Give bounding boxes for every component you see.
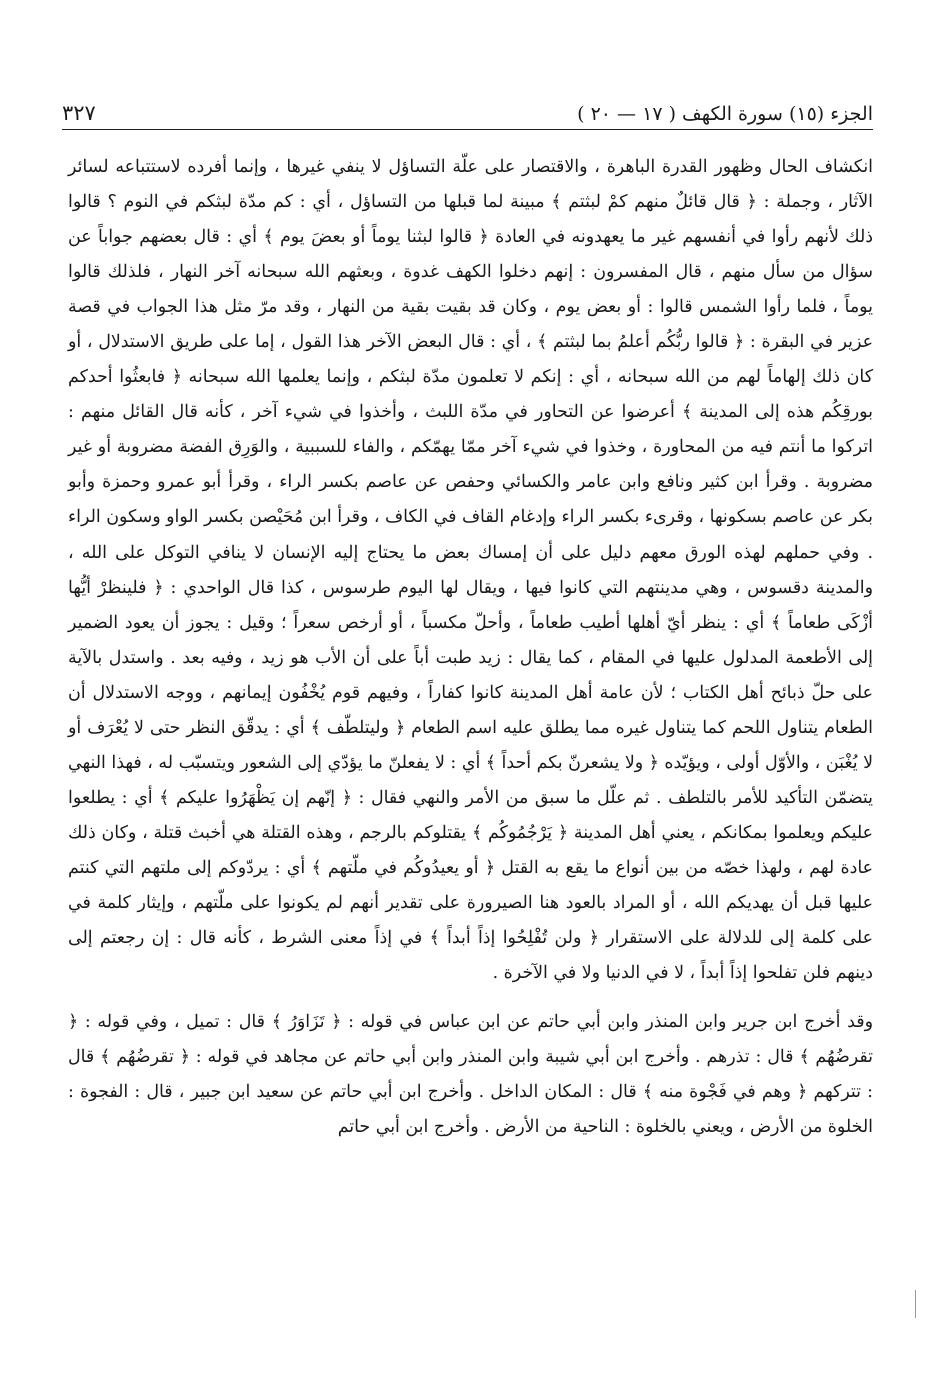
margin-mark: [915, 1290, 916, 1318]
running-header: [62, 96, 873, 130]
paragraph-narrations: وقد أخرج ابن جرير وابن المنذر وابن أبي حاتم عن ابن عباس في قوله : ﴿ تَزَاوَرُ ﴾ قال : تميل ، وفي قوله : ﴿ تقرضُهُم ﴾ قال : تذرهم . وأخرج ابن أبي شيبة وابن المنذر وابن أبي حاتم عن مجاهد في قوله : ﴿ تقرضُهُم ﴾ قال : تتركهم ﴿ وهم في فَجْوة منه ﴾ قال : المكان الداخل . وأخرج ابن أبي حاتم عن سعيد ابن جبير ، قال : الفجوة : الخلوة من الأرض ، ويعني بالخلوة : الناحية من الأرض . وأخرج ابن أبي حاتم: [68, 1012, 873, 1138]
header-title: الجزء (١٥) سورة الكهف ( ١٧ — ٢٠ ): [577, 103, 873, 125]
main-text: [68, 150, 873, 1145]
page-number: ٣٢٧: [62, 101, 96, 125]
paragraph-commentary: انكشاف الحال وظهور القدرة الباهرة ، والاقتصار على علّة التساؤل لا ينفي غيرها ، وإنما أفرده لاستتباعه لسائر الآثار ، وجملة : ﴿ قال قائلٌ منهم كمْ لبثتم ﴾ مبينة لما قبلها من التساؤل ، أي : كم مدّة لبثكم في النوم ؟ قالوا ذلك لأنهم رأوا في أنفسهم غير ما يعهدونه في العادة ﴿ قالوا لبثنا يوماً أو بعضَ يوم ﴾ أي : قال بعضهم جواباً عن سؤال من سأل منهم ، قال المفسرون : إنهم دخلوا الكهف غدوة ، وبعثهم الله سبحانه آخر النهار ، فلذلك قالوا يوماً ، فلما رأوا الشمس قالوا : أو بعض يوم ، وكان قد بقيت بقية من النهار ، وقد مرّ مثل هذا الجواب في قصة عزير في البقرة : ﴿ قالوا ربُّكُم أعلمُ بما لبثتم ﴾ ، أي : قال البعض الآخر هذا القول ، إما على طريق الاستدلال ، أو كان ذلك إلهاماً لهم من الله سبحانه ، أي : إنكم لا تعلمون مدّة لبثكم ، وإنما يعلمها الله سبحانه ﴿ فابعثُوا أحدكم بورقِكُم هذه إلى المدينة ﴾ أعرضوا عن التحاور في مدّة اللبث ، وأخذوا في شيء آخر ، كأنه قال القائل منهم : اتركوا ما أنتم فيه من المحاورة ، وخذوا في شيء آخر ممّا يهمّكم ، والفاء للسببية ، والوَرِق الفضة مضروبة أو غير مضروبة . وقرأ ابن كثير ونافع وابن عامر والكسائي وحفص عن عاصم بكسر الراء ، وقرأ أبو عمرو وحمزة وأبو بكر عن عاصم بسكونها ، وقرىء بكسر الراء وإدغام القاف في الكاف ، وقرأ ابن مُحَيْصن بكسر الواو وسكون الراء . وفي حملهم لهذه الورق معهم دليل على أن إمساك بعض ما يحتاج إليه الإنسان لا ينافي التوكل على الله ، والمدينة دقسوس ، وهي مدينتهم التي كانوا فيها ، ويقال لها اليوم طرسوس ، كذا قال الواحدي : ﴿ فلينظرْ أيُّها أزْكَى طعاماً ﴾ أي : ينظر أيّ أهلها أطيب طعاماً ، وأحلّ مكسباً ، أو أرخص سعراً ؛ وقيل : يجوز أن يعود الضمير إلى الأطعمة المدلول عليها في المقام ، كما يقال : زيد طبت أباً على أن الأب هو زيد ، وفيه بعد . واستدل بالآية على حلّ ذبائح أهل الكتاب ؛ لأن عامة أهل المدينة كانوا كفاراً ، وفيهم قوم يُخْفُون إيمانهم ، ووجه الاستدلال أن الطعام يتناول اللحم كما يتناول غيره مما يطلق عليه اسم الطعام ﴿ وليتلطّف ﴾ أي : يدقّق النظر حتى لا يُعْرَف أو لا يُغْبَن ، والأوّل أولى ، ويؤيّده ﴿ ولا يشعرنّ بكم أحداً ﴾ أي : لا يفعلنّ ما يؤدّي إلى الشعور ويتسبّب له ، فهذا النهي يتضمّن التأكيد للأمر بالتلطف . ثم علّل ما سبق من الأمر والنهي فقال : ﴿ إنّهم إن يَظْهَرُوا عليكم ﴾ أي : يطلعوا عليكم ويعلموا بمكانكم ، يعني أهل المدينة ﴿ يَرْجُمُوكُم ﴾ يقتلوكم بالرجم ، وهذه القتلة هي أخبث قتلة ، وكان ذلك عادة لهم ، ولهذا خصّه من بين أنواع ما يقع به القتل ﴿ أو يعيدُوكُم في ملّتهم ﴾ أي : يردّوكم إلى ملتهم التي كنتم عليها قبل أن يهديكم الله ، أو المراد بالعود هنا الصيرورة على تقدير أنهم لم يكونوا على ملّتهم ، وإيثار كلمة في على كلمة إلى للدلالة على الاستقرار ﴿ ولن تُفْلِحُوا إذاً أبداً ﴾ في إذاً معنى الشرط ، كأنه قال : إن رجعتم إلى دينهم فلن تفلحوا إذاً أبداً ، لا في الدنيا ولا في الآخرة .: [68, 157, 874, 984]
